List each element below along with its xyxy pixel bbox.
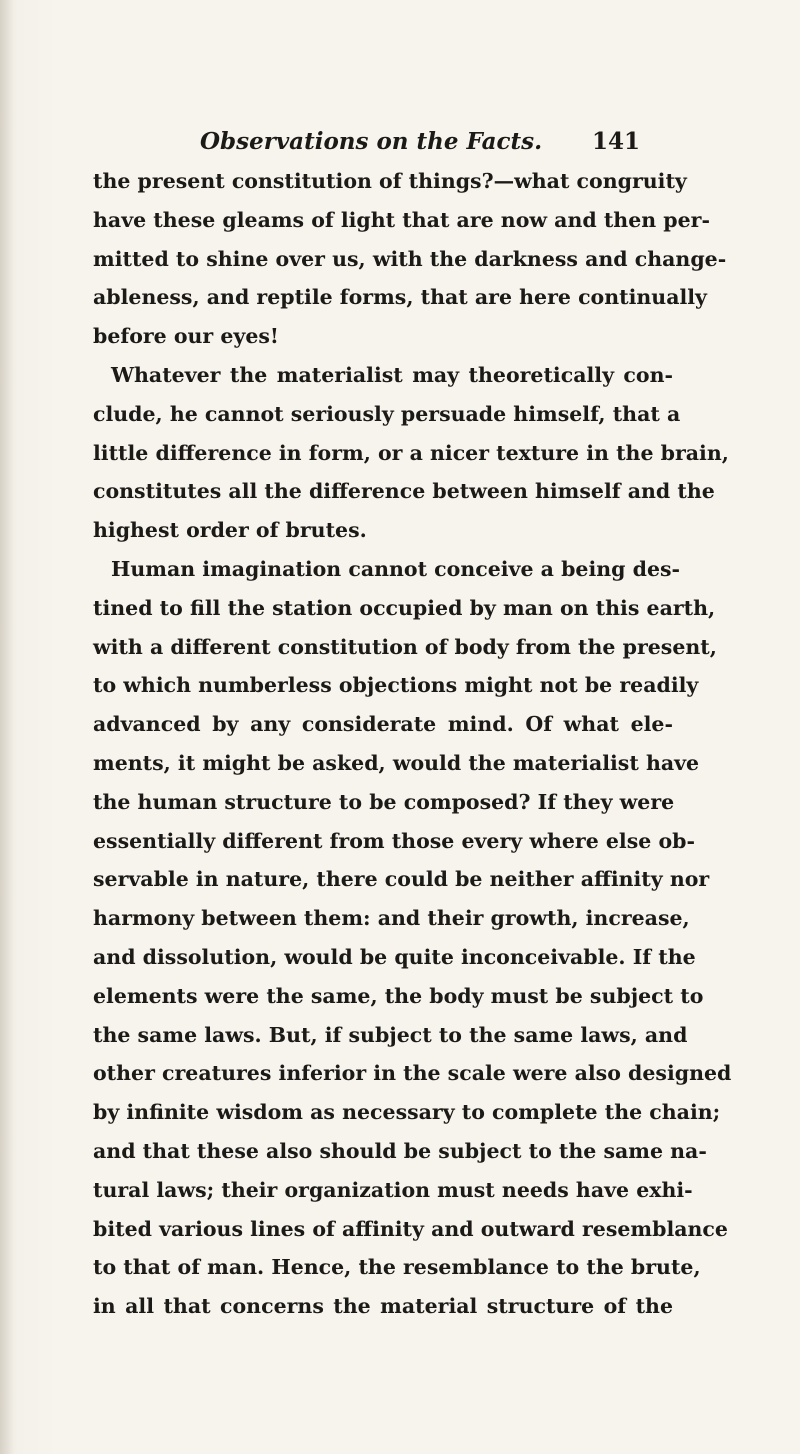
text-line: the human structure to be composed? If they were <box>93 789 675 814</box>
text-line: ableness, and reptile forms, that are here continually <box>93 285 707 310</box>
body-text <box>93 162 732 1326</box>
running-head <box>200 128 640 160</box>
text-line: clude, he cannot seriously persuade himself, that a <box>93 401 681 426</box>
text-line: advanced by any considerate mind. Of what ele- <box>93 712 673 737</box>
text-line: essentially different from those every where else ob- <box>93 828 695 853</box>
text-line: the same laws. But, if subject to the same laws, and <box>93 1022 688 1047</box>
text-line: highest order of brutes. <box>93 518 367 543</box>
running-title: Observations on the Facts. <box>200 128 543 155</box>
text-line: tined to fill the station occupied by man on this earth, <box>93 595 716 620</box>
text-line: little difference in form, or a nicer texture in the brain, <box>93 440 729 465</box>
text-line: elements were the same, the body must be subject to <box>93 983 704 1008</box>
page-number: 141 <box>591 128 640 155</box>
text-line: in all that concerns the material structure of the <box>93 1294 673 1319</box>
text-line: and dissolution, would be quite inconceivable. If the <box>93 944 696 969</box>
text-line: mitted to shine over us, with the darkness and change- <box>93 246 727 271</box>
text-line: with a different constitution of body from the present, <box>93 634 717 659</box>
text-line: servable in nature, there could be neither affinity nor <box>93 867 710 892</box>
text-line: have these gleams of light that are now and then per- <box>93 207 710 232</box>
text-line: Human imagination cannot conceive a being des- <box>111 556 681 581</box>
text-line: constitutes all the difference between himself and the <box>93 479 715 504</box>
text-line: the present constitution of things?—what congruity <box>93 169 687 193</box>
text-line: ments, it might be asked, would the materialist have <box>93 750 700 775</box>
text-line: and that these also should be subject to the same na- <box>93 1138 707 1163</box>
text-line: other creatures inferior in the scale were also designed <box>93 1061 732 1086</box>
text-line: before our eyes! <box>93 324 279 349</box>
text-line: to which numberless objections might not be readily <box>93 673 699 698</box>
text-line: bited various lines of affinity and outward resemblance <box>93 1216 728 1241</box>
text-line: by infinite wisdom as necessary to complete the chain; <box>93 1100 721 1125</box>
gutter-shadow <box>0 0 14 1454</box>
text-line: Whatever the materialist may theoretically con- <box>111 362 673 387</box>
text-line: harmony between them: and their growth, increase, <box>93 906 690 931</box>
text-line: to that of man. Hence, the resemblance to the brute, <box>93 1255 701 1280</box>
text-line: tural laws; their organization must needs have exhi- <box>93 1177 693 1202</box>
